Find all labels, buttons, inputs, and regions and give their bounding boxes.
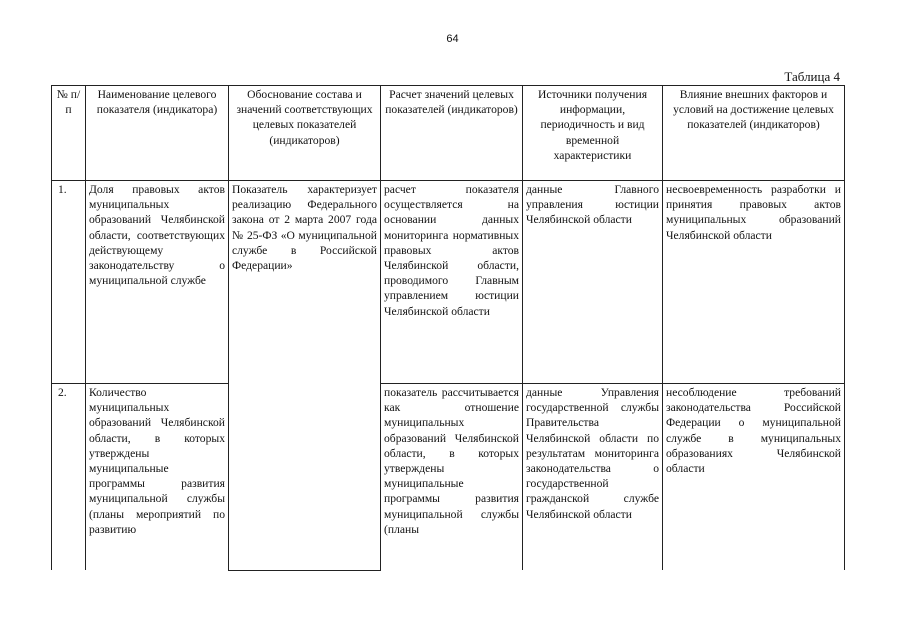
indicator-name-cell: Доля правовых актов муниципальных образований Челябинской области, соответствующих действующему законодательству о муниципальной службе (86, 181, 229, 384)
calculation-cell: расчет показателя осуществляется на основании данных мониторинга нормативных правовых актов Челябинской области, проводимого Главным управлением юстиции Челябинской области (381, 181, 523, 384)
header-sources: Источники получения информации, периодичность и вид временной характеристики (523, 86, 663, 181)
influence-cell: несвоевременность разработки и принятия правовых актов муниципальных образований Челябинской области (663, 181, 845, 384)
source-cell: данные Управления государственной службы Правительства Челябинской области по результатам мониторинга законодательства о государственной гражданской службе Челябинской области (523, 384, 663, 571)
basis-cell: Показатель характеризует реализацию Федерального закона от 2 марта 2007 года № 25-ФЗ «О муниципальной службе в Российской Федерации» (229, 181, 381, 571)
table-caption: Таблица 4 (784, 69, 840, 84)
table-row (52, 181, 845, 384)
indicators-table (51, 85, 845, 571)
source-cell: данные Главного управления юстиции Челябинской области (523, 181, 663, 384)
indicator-name-cell: Количество муниципальных образований Челябинской области, в которых утверждены муниципальные программы развития муниципальной службы (планы мероприятий по развитию (86, 384, 229, 571)
header-basis: Обоснование состава и значений соответствующих целевых показателей (индикаторов) (229, 86, 381, 181)
page-number: 64 (446, 33, 459, 45)
row-number: 2. (52, 384, 86, 571)
row-number: 1. (52, 181, 86, 384)
calculation-cell: показатель рассчитывается как отношение муниципальных образований Челябинской области, в которых утверждены муниципальные программы развития муниципальной службы (планы (381, 384, 523, 571)
table-header-row (52, 86, 845, 181)
header-external-factors: Влияние внешних факторов и условий на достижение целевых показателей (индикаторов) (663, 86, 845, 181)
header-calculation: Расчет значений целевых показателей (индикаторов) (381, 86, 523, 181)
header-indicator-name: Наименование целевого показателя (индикатора) (86, 86, 229, 181)
table-row (52, 384, 845, 571)
influence-cell: несоблюдение требований законодательства Российской Федерации о муниципальной службе в муниципальных образованиях Челябинской области (663, 384, 845, 571)
header-number: № п/п (52, 86, 86, 181)
